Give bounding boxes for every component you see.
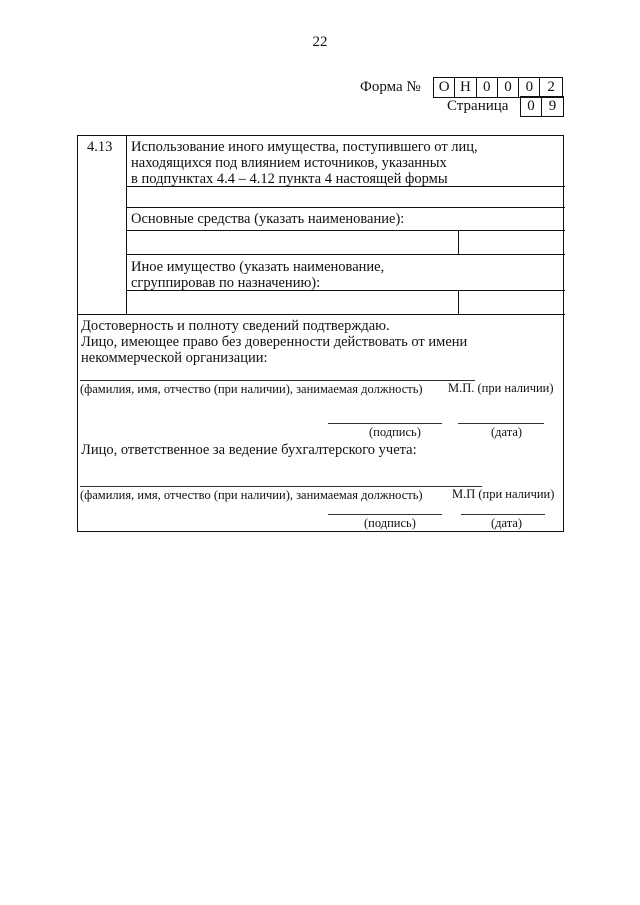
page-code-cell: 0 — [521, 97, 542, 116]
other-property-line-2: сгруппировав по назначению): — [131, 275, 321, 291]
page-code-cell: 9 — [548, 98, 557, 114]
accountant-name-line — [80, 486, 482, 487]
accountant-name-caption: (фамилия, имя, отчество (при наличии), занимаемая должность) — [80, 488, 423, 502]
section-title-line-1: Использование иного имущества, поступившего от лиц, — [131, 139, 478, 155]
page-code-boxes — [520, 96, 564, 117]
head-seal-caption: М.П. (при наличии) — [448, 381, 554, 395]
form-code-cell: О — [434, 78, 455, 97]
head-person-line-2: некоммерческой организации: — [81, 350, 268, 366]
form-code-cell: 2 — [547, 79, 555, 95]
form-code-boxes — [433, 77, 563, 98]
accountant-signature-caption: (подпись) — [364, 516, 416, 530]
section-number: 4.13 — [87, 139, 113, 155]
head-person-line-1: Лицо, имеющее право без доверенности действовать от имени — [81, 334, 468, 350]
section-title-line-2: находящихся под влиянием источников, указанных — [131, 155, 447, 171]
page-label: Страница — [447, 98, 509, 114]
confirmation-statement: Достоверность и полноту сведений подтверждаю. — [81, 318, 390, 334]
head-name-caption: (фамилия, имя, отчество (при наличии), занимаемая должность) — [80, 382, 423, 396]
head-name-line — [80, 380, 475, 381]
form-code-cell: 0 — [477, 78, 498, 97]
head-signature-line — [328, 423, 442, 424]
head-date-caption: (дата) — [491, 425, 523, 439]
section-title-line-3: в подпунктах 4.4 – 4.12 пункта 4 настоящей формы — [131, 171, 448, 187]
form-code-cell: 0 — [498, 78, 519, 97]
other-property-line-1: Иное имущество (указать наименование, — [131, 259, 385, 275]
form-table — [77, 135, 564, 532]
accountant-date-line — [461, 514, 545, 515]
form-code-cell: Н — [455, 78, 476, 97]
form-code-cell: 0 — [519, 78, 540, 97]
accountant-signature-line — [328, 514, 442, 515]
accountant-date-caption: (дата) — [491, 516, 523, 530]
form-number-label: Форма № — [360, 79, 421, 95]
page-number: 22 — [312, 34, 328, 50]
fixed-assets-label: Основные средства (указать наименование): — [131, 211, 405, 227]
accountant-label: Лицо, ответственное за ведение бухгалтерского учета: — [81, 442, 417, 458]
head-signature-caption: (подпись) — [369, 425, 421, 439]
number-column-divider — [126, 136, 127, 314]
head-date-line — [458, 423, 544, 424]
accountant-seal-caption: М.П (при наличии) — [452, 487, 555, 501]
